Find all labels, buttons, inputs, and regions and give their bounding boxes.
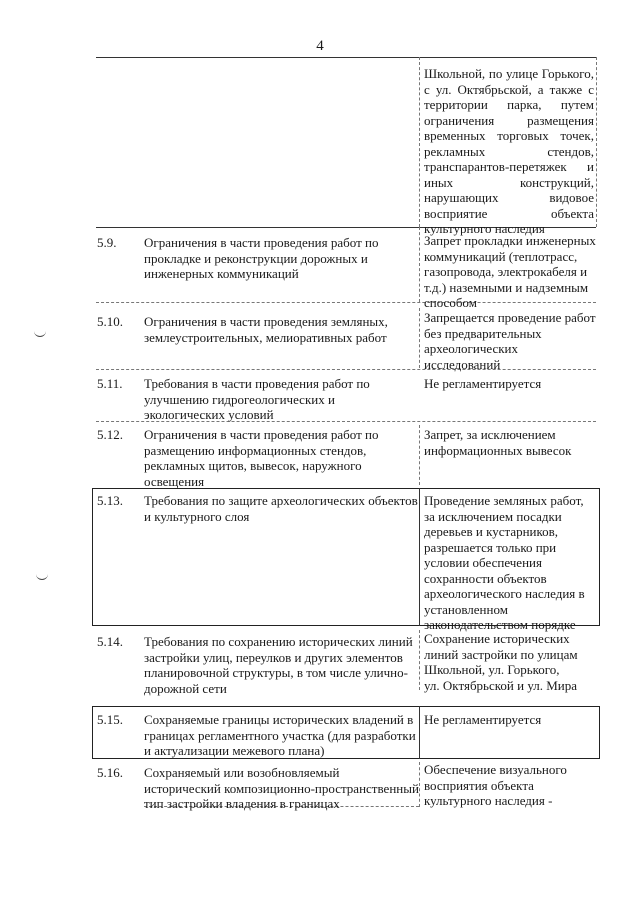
row-regulation: Запрет прокладки инженерных коммуникаций (теплотрасс, газопровода, электрокабеля и т.д.) наземными и надземным способом	[424, 233, 596, 310]
row-requirement: Требования по сохранению исторических линий застройки улиц, переулков и других элементов планировочной структуры, в том числе улично- дорожной сети	[144, 634, 413, 696]
text-line: культурного наследия	[424, 221, 545, 236]
row-regulation: Запрет, за исключением информационных вывесок	[424, 427, 572, 458]
table-right-edge	[596, 57, 597, 227]
row-regulation: Не регламентируется	[424, 712, 542, 727]
column-divider	[419, 630, 420, 690]
margin-mark-top	[34, 330, 46, 337]
text-line: территории парка, путем	[424, 97, 594, 112]
row-number: 5.12.	[97, 427, 123, 442]
text-line: транспарантов-перетяжек и	[424, 159, 594, 174]
row-regulation: Обеспечение визуального восприятия объекта культурного наследия -	[424, 762, 567, 808]
row-requirement: Сохраняемые границы исторических владений в границах регламентного участка (для разработки и актуализации межевого плана)	[144, 712, 416, 758]
text-line: восприятие объекта	[424, 205, 594, 221]
text-line: с ул. Октябрьской, а также с	[424, 81, 594, 97]
row-requirement: Ограничения в части проведения земляных, землеустроительных, мелиоративных работ	[144, 314, 388, 345]
column-divider	[419, 488, 420, 626]
row-number: 5.15.	[97, 712, 123, 727]
text-line: иных конструкций,	[424, 174, 594, 190]
text-line: рекламных стендов,	[424, 143, 594, 159]
row-requirement: Требования в части проведения работ по улучшению гидрогеологических и экологических условий	[144, 376, 370, 422]
text-line: Школьной, по улице Горького,	[424, 66, 594, 81]
row-regulation: Не регламентируется	[424, 376, 542, 391]
row-number: 5.14.	[97, 634, 123, 649]
text-line: временных торговых точек,	[424, 128, 594, 143]
margin-mark-bottom	[36, 573, 48, 580]
row-regulation: Сохранение исторических линий застройки по улицам Школьной, ул. Горького, ул. Октябрьской и ул. Мира	[424, 631, 578, 693]
text-line: нарушающих видовое	[424, 190, 594, 205]
text-line: ограничения размещения	[424, 112, 594, 128]
row-number: 5.13.	[97, 493, 123, 508]
row-regulation: Запрещается проведение работ без предварительных археологических исследований	[424, 310, 596, 372]
row-requirement: Ограничения в части проведения работ по размещению информационных стендов, рекламных щитов, вывесок, наружного освещения	[144, 427, 379, 489]
column-divider	[419, 57, 420, 227]
row-requirement: Требования по защите археологических объектов и культурного слоя	[144, 493, 418, 524]
column-divider	[419, 308, 420, 368]
row-requirement: Сохраняемый или возобновляемый исторический композиционно-пространственный тип застройки владения в границах	[144, 765, 419, 811]
row-number: 5.10.	[97, 314, 123, 329]
continuation-cell	[424, 66, 594, 237]
table-top-rule	[96, 57, 596, 58]
row-regulation: Проведение земляных работ, за исключением посадки деревьев и кустарников, разрешается только при условии обеспечения сохранности объектов археологического наследия в установленном законодательством порядке	[424, 493, 585, 632]
row-number: 5.16.	[97, 765, 123, 780]
row-number: 5.11.	[97, 376, 123, 391]
page-number: 4	[316, 38, 324, 54]
column-divider	[419, 227, 420, 302]
row-requirement: Ограничения в части проведения работ по прокладке и реконструкции дорожных и инженерных коммуникаций	[144, 235, 379, 281]
column-divider	[419, 425, 420, 485]
column-divider	[419, 762, 420, 807]
row-number: 5.9.	[97, 235, 117, 250]
column-divider	[419, 706, 420, 759]
